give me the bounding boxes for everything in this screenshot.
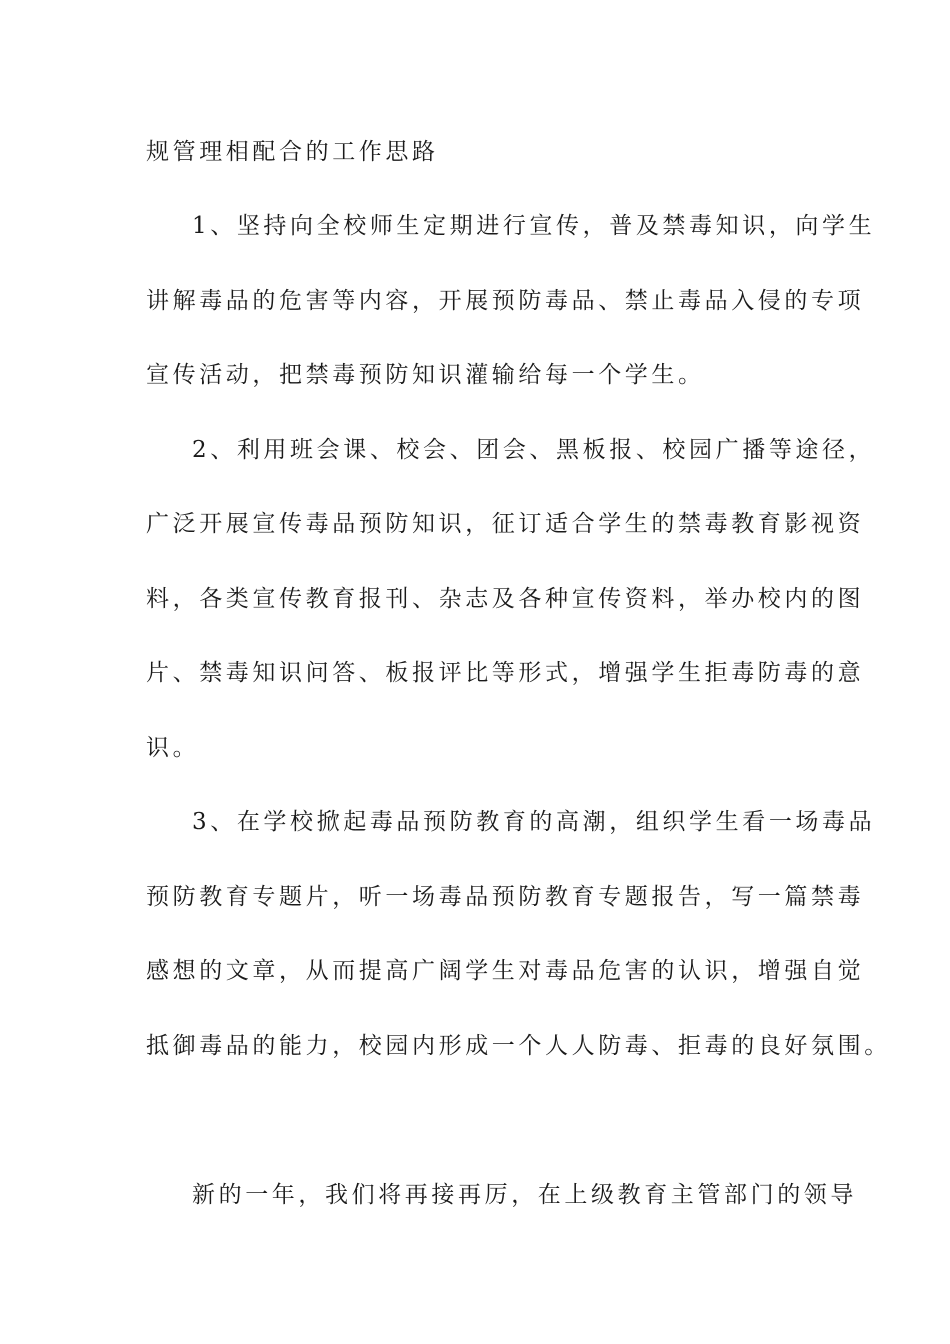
text-line-9: 识。 [146,735,200,761]
text-line-11: 预防教育专题片，听一场毒品预防教育专题报告，写一篇禁毒 [146,884,865,910]
text-line-2: 1、坚持向全校师生定期进行宣传，普及禁毒知识，向学生 [192,213,876,239]
text-line-1: 规管理相配合的工作思路 [146,139,439,165]
text-line-8: 片、禁毒知识问答、板报评比等形式，增强学生拒毒防毒的意 [146,660,865,686]
text-line-4: 宣传活动，把禁毒预防知识灌输给每一个学生。 [146,362,705,388]
text-line-12: 感想的文章，从而提高广阔学生对毒品危害的认识，增强自觉 [146,958,865,984]
text-line-14: 新的一年，我们将再接再厉，在上级教育主管部门的领导 [192,1182,857,1208]
text-line-6: 广泛开展宣传毒品预防知识，征订适合学生的禁毒教育影视资 [146,511,865,537]
text-line-7: 料，各类宣传教育报刊、杂志及各种宣传资料，举办校内的图 [146,586,865,612]
text-line-13: 抵御毒品的能力，校园内形成一个人人防毒、拒毒的良好氛围。 [146,1033,891,1059]
text-line-10: 3、在学校掀起毒品预防教育的高潮，组织学生看一场毒品 [192,809,876,835]
text-line-3: 讲解毒品的危害等内容，开展预防毒品、禁止毒品入侵的专项 [146,288,865,314]
text-line-5: 2、利用班会课、校会、团会、黑板报、校园广播等途径， [192,437,876,463]
